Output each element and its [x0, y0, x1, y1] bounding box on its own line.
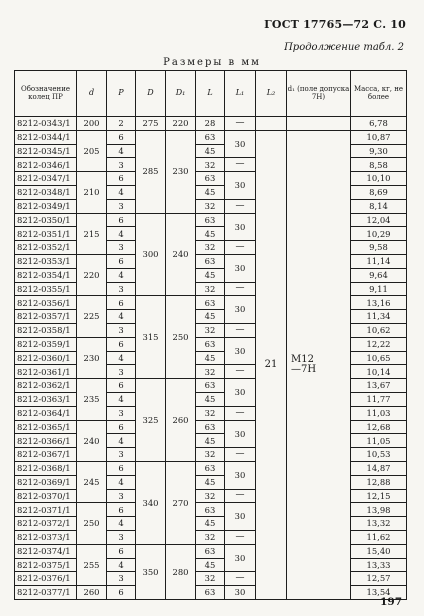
- cell-p: 4: [107, 392, 136, 406]
- cell-designation: 8212-0367/1: [15, 448, 77, 462]
- cell-d: 225: [77, 296, 107, 337]
- cell-l: 32: [196, 323, 225, 337]
- cell-l: 32: [196, 158, 225, 172]
- cell-l1: —: [225, 448, 256, 462]
- cell-p: 6: [107, 254, 136, 268]
- cell-l1: 30: [225, 544, 256, 572]
- cell-mass: 11,77: [351, 392, 407, 406]
- cell-p: 6: [107, 130, 136, 144]
- cell-outer-d: 285: [136, 130, 166, 213]
- cell-designation: 8212-0360/1: [15, 351, 77, 365]
- cell-d: 260: [77, 586, 107, 600]
- cell-designation: 8212-0373/1: [15, 530, 77, 544]
- cell-mass: 12,88: [351, 475, 407, 489]
- col-header-p: P: [107, 71, 136, 117]
- cell-designation: 8212-0346/1: [15, 158, 77, 172]
- cell-l1: 30: [225, 296, 256, 324]
- document-reference: ГОСТ 17765—72 С. 10: [264, 18, 406, 31]
- cell-l1: —: [225, 489, 256, 503]
- cell-designation: 8212-0356/1: [15, 296, 77, 310]
- cell-l1: 30: [225, 503, 256, 531]
- cell-designation: 8212-0344/1: [15, 130, 77, 144]
- cell-mass: 11,03: [351, 406, 407, 420]
- dimensions-caption: Размеры в мм: [163, 57, 261, 68]
- cell-designation: 8212-0377/1: [15, 586, 77, 600]
- cell-l: 63: [196, 296, 225, 310]
- cell-l1: —: [225, 572, 256, 586]
- cell-l1: —: [225, 406, 256, 420]
- cell-designation: 8212-0371/1: [15, 503, 77, 517]
- col-header-outer-d: D: [136, 71, 166, 117]
- col-header-designation: Обозначение колец ПР: [15, 71, 77, 117]
- cell-outer-d: 325: [136, 379, 166, 462]
- cell-p: 4: [107, 185, 136, 199]
- cell-outer-d: 340: [136, 461, 166, 544]
- cell-d: 200: [77, 117, 107, 131]
- cell-l1: —: [225, 365, 256, 379]
- cell-mass: 13,98: [351, 503, 407, 517]
- cell-l1: 30: [225, 130, 256, 158]
- cell-l2: [256, 117, 287, 131]
- cell-designation: 8212-0366/1: [15, 434, 77, 448]
- cell-d: 220: [77, 254, 107, 295]
- cell-d: 245: [77, 461, 107, 502]
- cell-l: 45: [196, 351, 225, 365]
- col-header-mass: Масса, кг, не более: [351, 71, 407, 117]
- cell-mass: 12,68: [351, 420, 407, 434]
- col-header-l1: L₁: [225, 71, 256, 117]
- cell-l: 32: [196, 199, 225, 213]
- cell-d: 210: [77, 172, 107, 213]
- cell-l1: 30: [225, 254, 256, 282]
- col-header-d: d: [77, 71, 107, 117]
- page-number: 197: [380, 596, 402, 608]
- cell-p: 4: [107, 144, 136, 158]
- cell-mass: 12,57: [351, 572, 407, 586]
- cell-mass: 10,53: [351, 448, 407, 462]
- cell-l: 45: [196, 392, 225, 406]
- cell-l: 32: [196, 241, 225, 255]
- cell-p: 6: [107, 420, 136, 434]
- cell-d: 235: [77, 379, 107, 420]
- cell-mass: 8,69: [351, 185, 407, 199]
- cell-mass: 8,58: [351, 158, 407, 172]
- cell-designation: 8212-0362/1: [15, 379, 77, 393]
- cell-p: 6: [107, 337, 136, 351]
- cell-p: 6: [107, 586, 136, 600]
- cell-designation: 8212-0363/1: [15, 392, 77, 406]
- cell-d: 240: [77, 420, 107, 461]
- cell-outer-d: 300: [136, 213, 166, 296]
- cell-p: 6: [107, 172, 136, 186]
- cell-designation: 8212-0369/1: [15, 475, 77, 489]
- cell-designation: 8212-0352/1: [15, 241, 77, 255]
- cell-designation: 8212-0354/1: [15, 268, 77, 282]
- cell-designation: 8212-0375/1: [15, 558, 77, 572]
- cell-mass: 13,67: [351, 379, 407, 393]
- cell-p: 3: [107, 365, 136, 379]
- continuation-note: Продолжение табл. 2: [284, 42, 404, 53]
- cell-p: 4: [107, 558, 136, 572]
- cell-l: 32: [196, 572, 225, 586]
- cell-d: 250: [77, 503, 107, 544]
- cell-mass: 10,65: [351, 351, 407, 365]
- cell-d1-diameter: 280: [166, 544, 196, 599]
- cell-mass: 10,87: [351, 130, 407, 144]
- cell-p: 6: [107, 296, 136, 310]
- cell-mass: 10,10: [351, 172, 407, 186]
- cell-p: 4: [107, 475, 136, 489]
- cell-p: 6: [107, 544, 136, 558]
- cell-designation: 8212-0355/1: [15, 282, 77, 296]
- cell-l: 63: [196, 503, 225, 517]
- cell-l: 32: [196, 406, 225, 420]
- cell-l: 63: [196, 544, 225, 558]
- cell-designation: 8212-0364/1: [15, 406, 77, 420]
- cell-mass: 14,87: [351, 461, 407, 475]
- cell-p: 6: [107, 379, 136, 393]
- cell-l: 63: [196, 420, 225, 434]
- cell-mass: 13,54: [351, 586, 407, 600]
- cell-mass: 13,32: [351, 517, 407, 531]
- cell-l1: 30: [225, 337, 256, 365]
- cell-l1: 30: [225, 379, 256, 407]
- cell-designation: 8212-0357/1: [15, 310, 77, 324]
- cell-mass: 12,04: [351, 213, 407, 227]
- cell-p: 3: [107, 241, 136, 255]
- cell-l: 63: [196, 379, 225, 393]
- cell-designation: 8212-0376/1: [15, 572, 77, 586]
- cell-l: 32: [196, 282, 225, 296]
- cell-mass: 12,15: [351, 489, 407, 503]
- table-body: [15, 117, 407, 600]
- cell-mass: 12,22: [351, 337, 407, 351]
- cell-p: 3: [107, 530, 136, 544]
- cell-outer-d: 350: [136, 544, 166, 599]
- cell-p: 4: [107, 268, 136, 282]
- col-header-d1-diameter: D₁: [166, 71, 196, 117]
- cell-l: 32: [196, 365, 225, 379]
- cell-l1: —: [225, 117, 256, 131]
- cell-p: 3: [107, 282, 136, 296]
- cell-mass: 10,14: [351, 365, 407, 379]
- table-row: [15, 117, 407, 131]
- cell-mass: 11,62: [351, 530, 407, 544]
- cell-designation: 8212-0358/1: [15, 323, 77, 337]
- cell-d: 205: [77, 130, 107, 171]
- cell-mass: 8,14: [351, 199, 407, 213]
- cell-designation: 8212-0370/1: [15, 489, 77, 503]
- cell-designation: 8212-0353/1: [15, 254, 77, 268]
- cell-l: 63: [196, 461, 225, 475]
- cell-p: 2: [107, 117, 136, 131]
- cell-l1: 30: [225, 213, 256, 241]
- cell-l: 45: [196, 475, 225, 489]
- cell-outer-d: 315: [136, 296, 166, 379]
- cell-l: 63: [196, 586, 225, 600]
- cell-mass: 9,30: [351, 144, 407, 158]
- col-header-l2: L₂: [256, 71, 287, 117]
- cell-d: 255: [77, 544, 107, 585]
- cell-p: 6: [107, 213, 136, 227]
- cell-l: 45: [196, 310, 225, 324]
- cell-p: 4: [107, 517, 136, 531]
- cell-designation: 8212-0372/1: [15, 517, 77, 531]
- cell-designation: 8212-0351/1: [15, 227, 77, 241]
- cell-l: 63: [196, 254, 225, 268]
- cell-l1: 30: [225, 461, 256, 489]
- cell-designation: 8212-0343/1: [15, 117, 77, 131]
- cell-l: 45: [196, 268, 225, 282]
- cell-p: 3: [107, 448, 136, 462]
- cell-mass: 11,14: [351, 254, 407, 268]
- cell-p: 3: [107, 406, 136, 420]
- cell-l1: —: [225, 158, 256, 172]
- cell-mass: 13,33: [351, 558, 407, 572]
- cell-outer-d: 275: [136, 117, 166, 131]
- cell-d1-diameter: 220: [166, 117, 196, 131]
- cell-p: 4: [107, 434, 136, 448]
- cell-p: 4: [107, 310, 136, 324]
- cell-l: 32: [196, 448, 225, 462]
- cell-l: 45: [196, 185, 225, 199]
- cell-mass: 10,62: [351, 323, 407, 337]
- cell-p: 3: [107, 323, 136, 337]
- cell-mass: 9,64: [351, 268, 407, 282]
- cell-designation: 8212-0361/1: [15, 365, 77, 379]
- cell-l1: —: [225, 241, 256, 255]
- cell-mass: 13,16: [351, 296, 407, 310]
- cell-l: 45: [196, 558, 225, 572]
- cell-l1: 30: [225, 172, 256, 200]
- cell-mass: 10,29: [351, 227, 407, 241]
- cell-p: 3: [107, 158, 136, 172]
- cell-thread: [287, 117, 351, 131]
- cell-mass: 15,40: [351, 544, 407, 558]
- col-header-l: L: [196, 71, 225, 117]
- cell-p: 3: [107, 489, 136, 503]
- cell-l1: —: [225, 530, 256, 544]
- cell-mass: 11,05: [351, 434, 407, 448]
- cell-l: 63: [196, 337, 225, 351]
- cell-p: 3: [107, 572, 136, 586]
- cell-d1-diameter: 230: [166, 130, 196, 213]
- cell-l: 45: [196, 144, 225, 158]
- cell-l: 63: [196, 213, 225, 227]
- cell-designation: 8212-0348/1: [15, 185, 77, 199]
- cell-d1-diameter: 270: [166, 461, 196, 544]
- cell-l: 63: [196, 172, 225, 186]
- cell-d1-diameter: 260: [166, 379, 196, 462]
- cell-designation: 8212-0349/1: [15, 199, 77, 213]
- cell-mass: 6,78: [351, 117, 407, 131]
- cell-l2: 21: [256, 130, 287, 599]
- cell-p: 4: [107, 227, 136, 241]
- cell-designation: 8212-0365/1: [15, 420, 77, 434]
- cell-l: 45: [196, 434, 225, 448]
- cell-l: 45: [196, 517, 225, 531]
- cell-l: 63: [196, 130, 225, 144]
- col-header-thread: d₁ (поле допуска 7Н): [287, 71, 351, 117]
- dimensions-table: [14, 70, 407, 600]
- cell-thread: M12 —7H: [287, 130, 351, 599]
- cell-l1: 30: [225, 420, 256, 448]
- cell-mass: 9,11: [351, 282, 407, 296]
- cell-designation: 8212-0345/1: [15, 144, 77, 158]
- table-row: [15, 130, 407, 144]
- cell-d: 230: [77, 337, 107, 378]
- cell-p: 6: [107, 461, 136, 475]
- cell-d1-diameter: 250: [166, 296, 196, 379]
- table-header-row: [15, 71, 407, 117]
- cell-l: 45: [196, 227, 225, 241]
- cell-l: 28: [196, 117, 225, 131]
- cell-designation: 8212-0350/1: [15, 213, 77, 227]
- cell-d1-diameter: 240: [166, 213, 196, 296]
- cell-l1: —: [225, 199, 256, 213]
- cell-l1: —: [225, 282, 256, 296]
- cell-designation: 8212-0368/1: [15, 461, 77, 475]
- cell-p: 6: [107, 503, 136, 517]
- cell-designation: 8212-0359/1: [15, 337, 77, 351]
- cell-designation: 8212-0374/1: [15, 544, 77, 558]
- cell-l: 32: [196, 489, 225, 503]
- cell-p: 4: [107, 351, 136, 365]
- cell-mass: 11,34: [351, 310, 407, 324]
- cell-d: 215: [77, 213, 107, 254]
- cell-l1: 30: [225, 586, 256, 600]
- cell-p: 3: [107, 199, 136, 213]
- cell-l: 32: [196, 530, 225, 544]
- cell-l1: —: [225, 323, 256, 337]
- cell-designation: 8212-0347/1: [15, 172, 77, 186]
- cell-mass: 9,58: [351, 241, 407, 255]
